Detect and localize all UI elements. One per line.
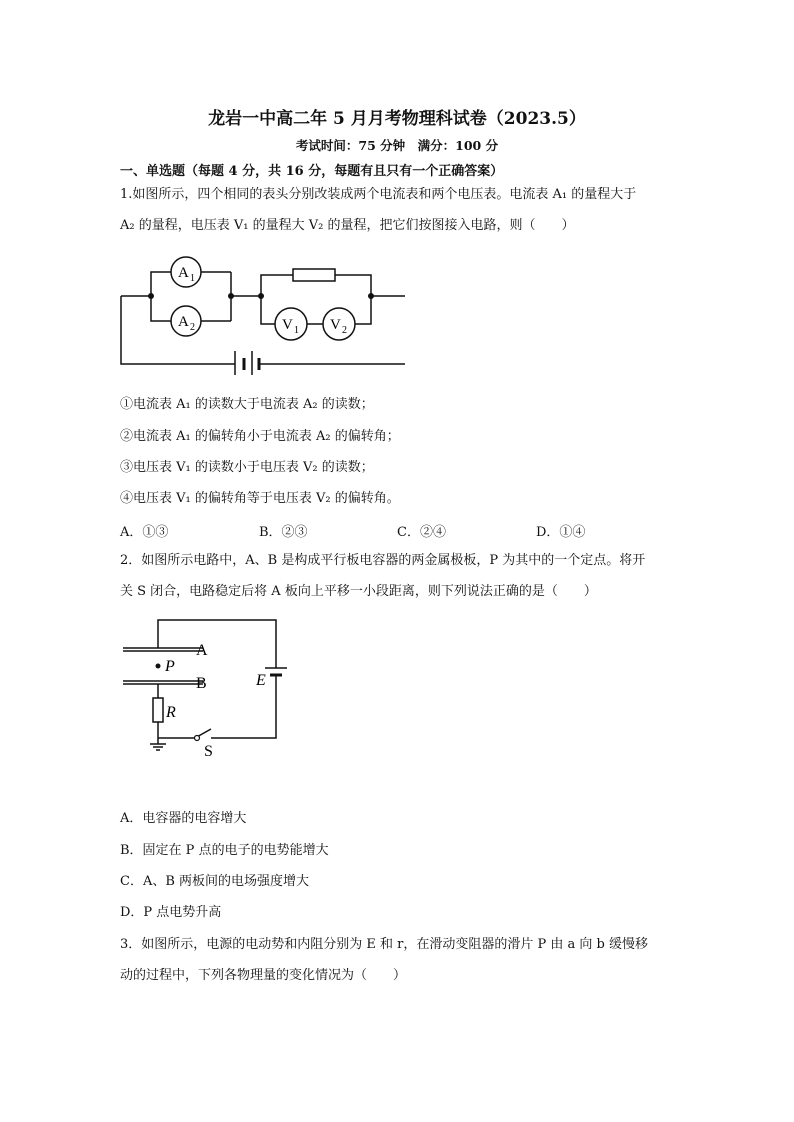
- q2-option-b: B．固定在 P 点的电子的电势能增大: [120, 843, 329, 858]
- resistor-r-label: R: [166, 704, 176, 721]
- q1-option-b: B．②③: [259, 525, 308, 540]
- q3-text-line2: 动的过程中，下列各物理量的变化情况为（ ）: [120, 968, 407, 983]
- v1-label: V: [282, 317, 293, 333]
- exam-info: 考试时间：75 分钟 满分：100 分: [295, 138, 499, 153]
- q1-option-a: A．①③: [120, 525, 169, 540]
- q1-statement-4: ④电压表 V₁ 的偏转角等于电压表 V₂ 的偏转角。: [120, 491, 400, 506]
- q1-text-line2: A₂ 的量程，电压表 V₁ 的量程大 V₂ 的量程，把它们按图接入电路，则（ ）: [120, 218, 575, 233]
- section-heading: 一、单选题（每题 4 分，共 16 分，每题有且只有一个正确答案）: [120, 164, 504, 179]
- a1-label: A: [178, 265, 189, 281]
- q1-text-line1: 1.如图所示，四个相同的表头分别改装成两个电流表和两个电压表。电流表 A₁ 的量程大于: [120, 187, 637, 202]
- v2-label: V: [330, 317, 341, 333]
- page-title: 龙岩一中高二年 5 月月考物理科试卷（2023.5）: [208, 109, 586, 129]
- q2-text-line1: 2．如图所示电路中，A、B 是构成平行板电容器的两金属极板，P 为其中的一个定点。将开: [120, 553, 646, 568]
- switch-s-label: S: [204, 743, 213, 760]
- a1-sub: 1: [190, 273, 195, 284]
- a2-sub: 2: [190, 322, 195, 333]
- v1-sub: 1: [294, 325, 299, 336]
- plate-b-label: B: [196, 675, 207, 692]
- q2-text-line2: 关 S 闭合，电路稳定后将 A 板向上平移一小段距离，则下列说法正确的是（ ）: [120, 584, 597, 599]
- q2-option-a: A．电容器的电容增大: [120, 811, 247, 826]
- resistor-r: [153, 698, 163, 722]
- q1-circuit-diagram: [115, 250, 415, 375]
- q1-statement-2: ②电流表 A₁ 的偏转角小于电流表 A₂ 的偏转角；: [120, 429, 400, 444]
- q1-option-d: D．①④: [536, 525, 586, 540]
- q1-statement-1: ①电流表 A₁ 的读数大于电流表 A₂ 的读数；: [120, 397, 374, 412]
- q2-capacitor-circuit-diagram: [115, 612, 315, 762]
- plate-a-label: A: [196, 642, 208, 659]
- battery-symbol: [235, 351, 259, 375]
- q1-statement-3: ③电压表 V₁ 的读数小于电压表 V₂ 的读数；: [120, 460, 374, 475]
- emf-e-label: E: [256, 672, 266, 689]
- resistor-symbol: [293, 269, 335, 281]
- point-p-label: P: [165, 658, 175, 675]
- a2-label: A: [178, 314, 189, 330]
- v2-sub: 2: [342, 325, 347, 336]
- q2-option-d: D．P 点电势升高: [120, 905, 222, 920]
- q1-option-c: C．②④: [397, 525, 446, 540]
- switch-contact: [195, 736, 200, 741]
- q2-option-c: C．A、B 两板间的电场强度增大: [120, 874, 310, 889]
- q3-text-line1: 3．如图所示，电源的电动势和内阻分别为 E 和 r，在滑动变阻器的滑片 P 由 a 向 b 缓慢移: [120, 937, 648, 952]
- point-p-dot: [156, 664, 161, 669]
